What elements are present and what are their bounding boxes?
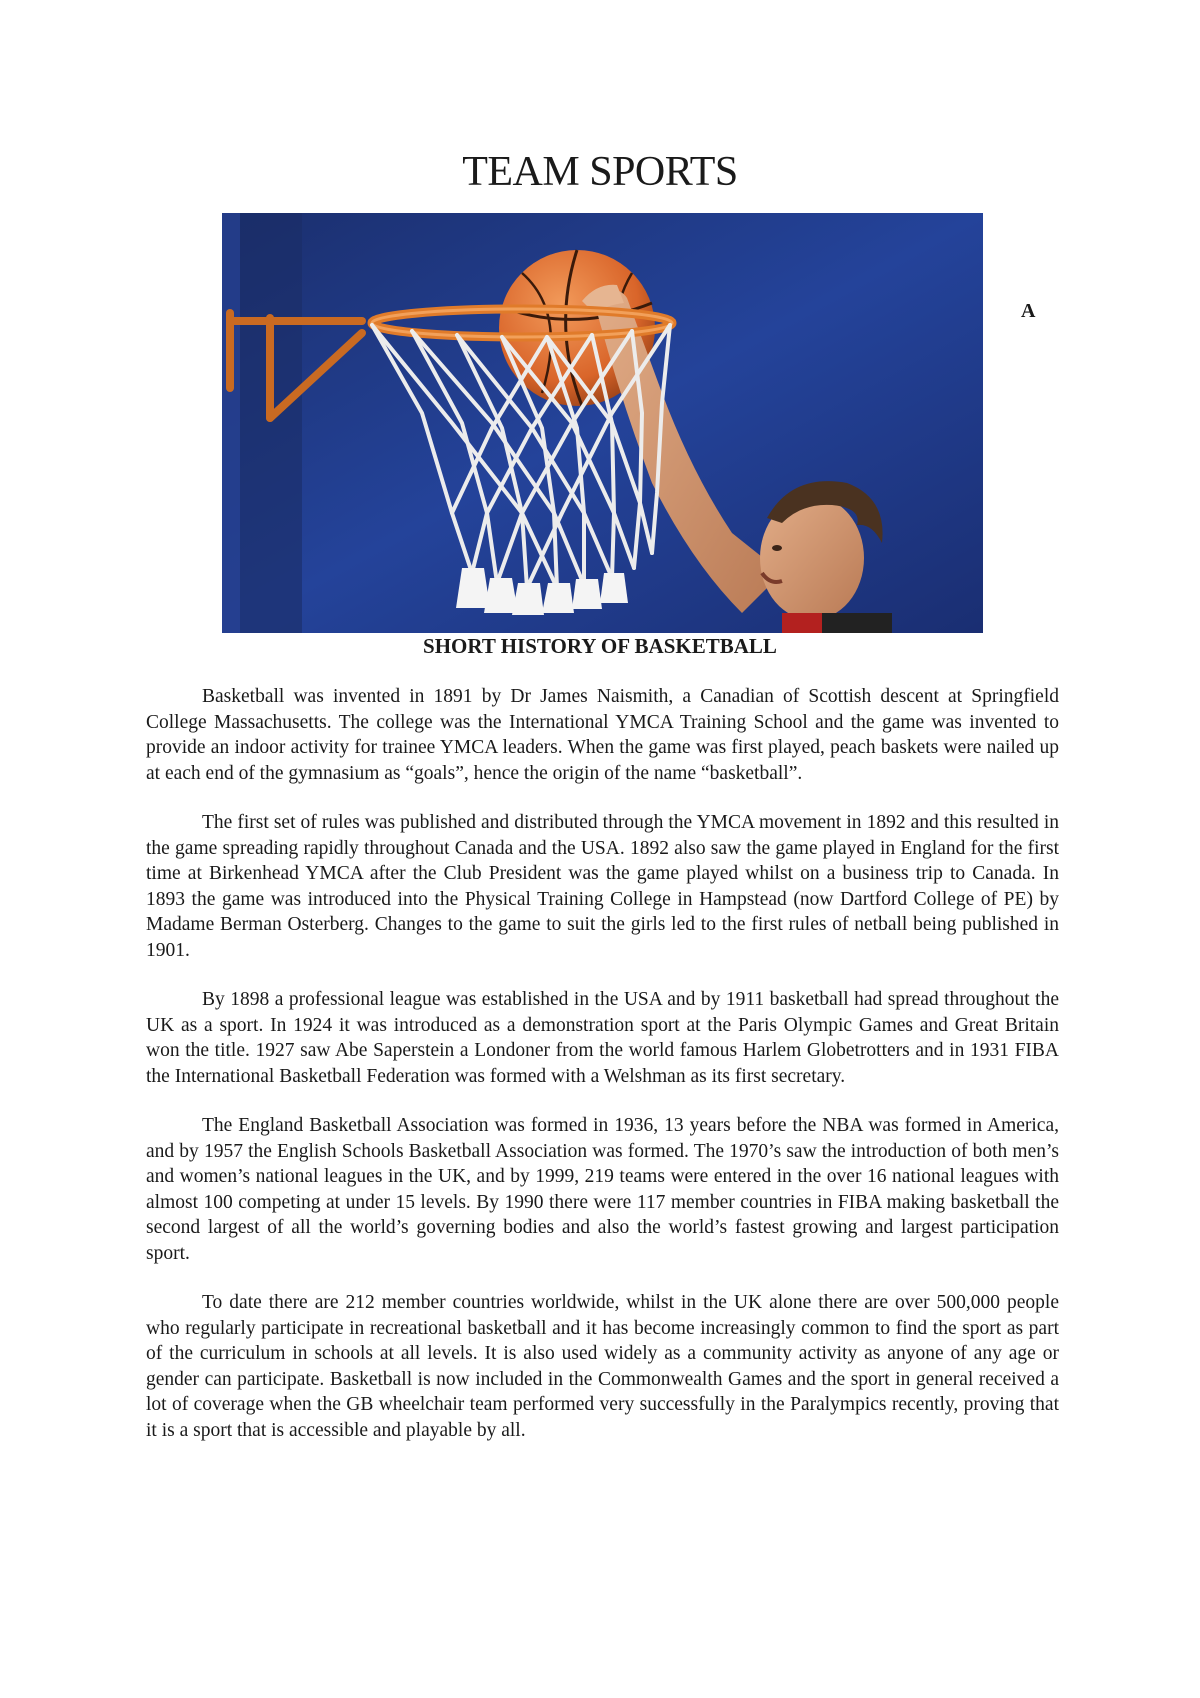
paragraph: By 1898 a professional league was established in the USA and by 1911 basketball had spread throughout the UK as a sport. In 1924 it was introduced as a demonstration sport at the Paris Olympic Games and Great Britain won the title. 1927 saw Abe Saperstein a Londoner from the world famous Harlem Globetrotters and in 1931 FIBA the International Basketball Federation was formed with a Welshman as its first secretary. bbox=[146, 989, 1059, 1087]
basketball-dunk-illustration bbox=[222, 213, 983, 633]
article-body bbox=[146, 684, 1059, 1467]
basketball-photo bbox=[222, 213, 983, 633]
paragraph: The first set of rules was published and distributed through the YMCA movement in 1892 and this resulted in the game spreading rapidly throughout Canada and the USA. 1892 also saw the game played in England for the first time at Birkenhead YMCA after the Club President was the game played whilst on a business trip to Canada. In 1893 the game was introduced into the Physical Training College in Hampstead (now Dartford College of PE) by Madame Berman Osterberg. Changes to the game to suit the girls led to the first rules of netball being published in 1901. bbox=[146, 812, 1059, 961]
page-title: TEAM SPORTS bbox=[462, 149, 738, 195]
section-heading: SHORT HISTORY OF BASKETBALL bbox=[423, 634, 777, 658]
paragraph: Basketball was invented in 1891 by Dr James Naismith, a Canadian of Scottish descent at Springfield College Massachusetts. The college was the International YMCA Training School and the game was invented to provide an indoor activity for trainee YMCA leaders. When the game was first played, peach baskets were nailed up at each end of the gymnasium as “goals”, hence the origin of the name “basketball”. bbox=[146, 686, 1059, 784]
paragraph: To date there are 212 member countries worldwide, whilst in the UK alone there are over 500,000 people who regularly participate in recreational basketball and it has become increasingly common to find the sport as part of the curriculum in schools at all levels. It is also used widely as a community activity as anyone of any age or gender can participate. Basketball is now included in the Commonwealth Games and the sport in general received a lot of coverage when the GB wheelchair team performed very successfully in the Paralympics recently, proving that it is a sport that is accessible and playable by all. bbox=[146, 1292, 1059, 1441]
paragraph: The England Basketball Association was formed in 1936, 13 years before the NBA was formed in America, and by 1957 the English Schools Basketball Association was formed. The 1970’s saw the introduction of both men’s and women’s national leagues in the UK, and by 1999, 219 teams were entered in the over 16 national leagues with almost 100 competing at under 15 levels. By 1990 there were 117 member countries in FIBA making basketball the second largest of all the world’s governing bodies and also the world’s fastest growing and largest participation sport. bbox=[146, 1115, 1059, 1264]
side-mark: A bbox=[1021, 300, 1036, 322]
